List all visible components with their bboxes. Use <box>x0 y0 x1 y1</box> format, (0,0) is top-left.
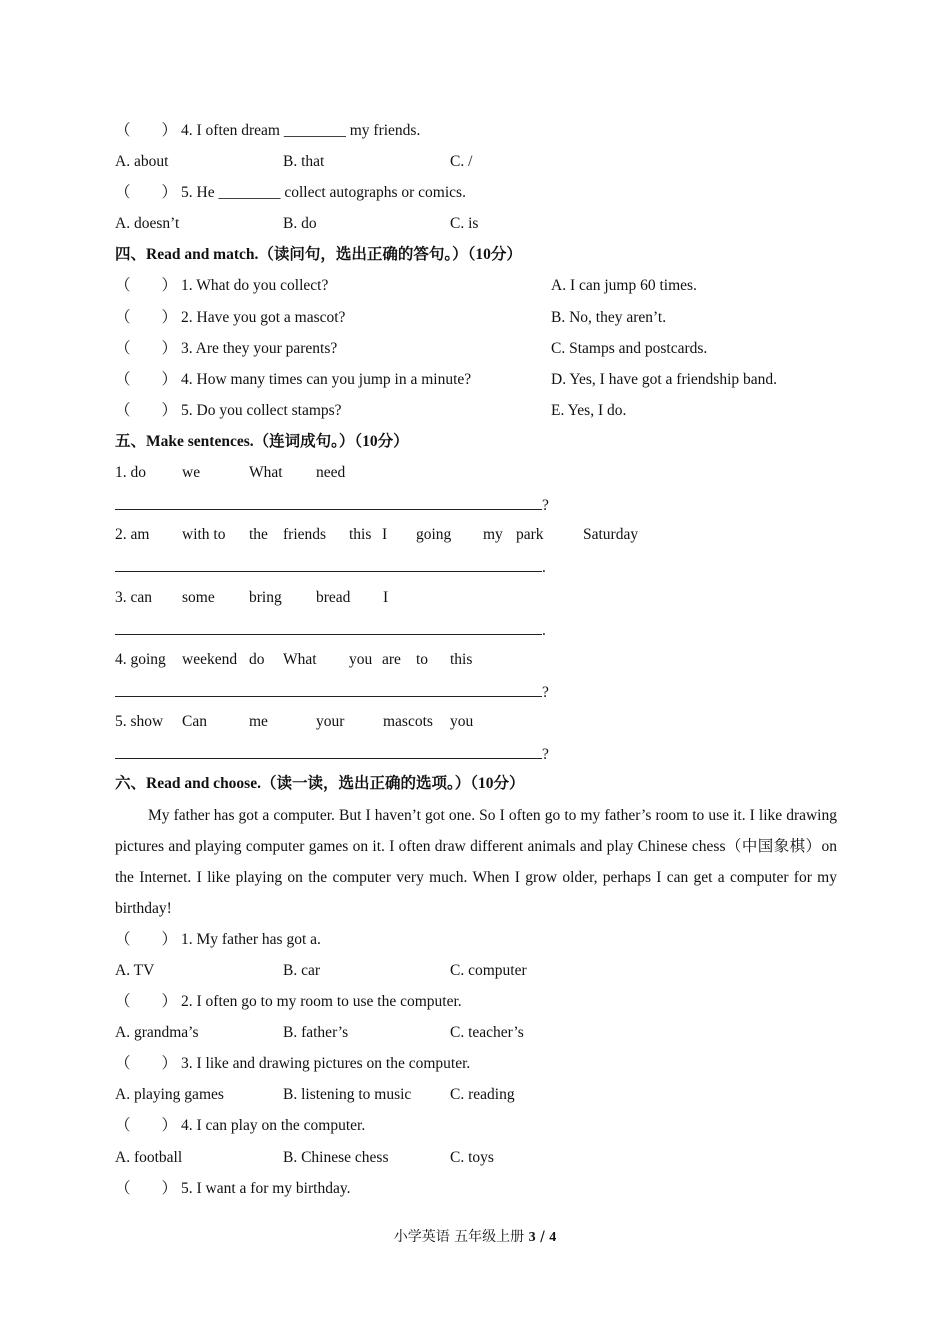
option-b: B. do <box>283 215 317 232</box>
question-row <box>115 992 462 1012</box>
word: need <box>316 464 346 481</box>
option-a: A. football <box>115 1149 183 1166</box>
word: 2. am <box>115 526 150 543</box>
word: 5. show <box>115 713 164 730</box>
match-question <box>115 276 328 296</box>
answer-paren: （ ） <box>115 184 178 201</box>
page-number: 3 <box>528 1230 536 1245</box>
word: What <box>283 651 317 668</box>
answer-line[interactable] <box>115 619 546 641</box>
question-text: 5. Do you collect stamps? <box>181 402 342 419</box>
answer-paren: （ ） <box>115 402 178 419</box>
question-row <box>115 930 321 950</box>
question-text: 3. Are they your parents? <box>181 340 338 357</box>
answer-line[interactable] <box>115 556 546 578</box>
question-text: 4. I can play on the computer. <box>181 1117 366 1134</box>
end-punct: ? <box>542 746 549 763</box>
word-list <box>115 712 815 732</box>
match-answer: C. Stamps and postcards. <box>551 340 708 357</box>
answer-paren: （ ） <box>115 1055 178 1072</box>
word: 1. do <box>115 464 146 481</box>
question-text: 5. He ________ collect autographs or comics. <box>181 184 466 201</box>
end-punct: . <box>542 622 546 639</box>
question-row <box>115 183 466 203</box>
word: me <box>249 713 268 730</box>
word: with to <box>182 526 226 543</box>
word-list <box>115 463 815 483</box>
word: to <box>416 651 429 668</box>
option-c: C. / <box>450 153 473 170</box>
question-row <box>115 1116 365 1136</box>
end-punct: . <box>542 559 546 576</box>
word: your <box>316 713 345 730</box>
question-text: 3. I like and drawing pictures on the computer. <box>181 1055 471 1072</box>
word: the <box>249 526 268 543</box>
answer-paren: （ ） <box>115 1180 178 1197</box>
question-text: 4. How many times can you jump in a minute? <box>181 371 472 388</box>
option-c: C. teacher’s <box>450 1024 524 1041</box>
answer-paren: （ ） <box>115 122 178 139</box>
answer-paren: （ ） <box>115 340 178 357</box>
match-answer: D. Yes, I have got a friendship band. <box>551 371 778 388</box>
answer-paren: （ ） <box>115 1117 178 1134</box>
answer-line[interactable] <box>115 681 549 703</box>
word: bring <box>249 589 282 606</box>
question-text: 5. I want a for my birthday. <box>181 1180 351 1197</box>
word: I <box>383 589 389 606</box>
word: going <box>416 526 452 543</box>
option-a: A. TV <box>115 962 155 979</box>
page-footer <box>0 1226 950 1246</box>
question-text: 2. I often go to my room to use the computer. <box>181 993 462 1010</box>
option-b: B. car <box>283 962 321 979</box>
page-separator: / <box>535 1229 550 1245</box>
word: Saturday <box>583 526 639 543</box>
word: park <box>516 526 544 543</box>
word: mascots <box>383 713 433 730</box>
word: 4. going <box>115 651 166 668</box>
word-list <box>115 588 815 608</box>
word: are <box>382 651 401 668</box>
match-question <box>115 370 471 390</box>
option-c: C. reading <box>450 1086 515 1103</box>
word: do <box>249 651 265 668</box>
word: you <box>450 713 474 730</box>
answer-line[interactable] <box>115 494 549 516</box>
question-text: 2. Have you got a mascot? <box>181 309 346 326</box>
word: What <box>249 464 283 481</box>
question-row <box>115 121 420 141</box>
question-text: 4. I often dream ________ my friends. <box>181 122 421 139</box>
word: 3. can <box>115 589 153 606</box>
word: Can <box>182 713 207 730</box>
answer-line[interactable] <box>115 743 549 765</box>
option-a: A. about <box>115 153 169 170</box>
footer-label: 小学英语 五年级上册 <box>393 1229 525 1245</box>
match-question <box>115 339 337 359</box>
end-punct: ? <box>542 497 549 514</box>
option-b: B. Chinese chess <box>283 1149 389 1166</box>
option-c: C. toys <box>450 1149 494 1166</box>
match-answer: B. No, they aren’t. <box>551 309 667 326</box>
option-a: A. grandma’s <box>115 1024 199 1041</box>
word: some <box>182 589 215 606</box>
answer-paren: （ ） <box>115 277 178 294</box>
word: we <box>182 464 201 481</box>
section-heading: 四、Read and match.（读问句，选出正确的答句。）（10分） <box>115 246 522 263</box>
option-a: A. doesn’t <box>115 215 180 232</box>
answer-paren: （ ） <box>115 993 178 1010</box>
question-row <box>115 1179 350 1199</box>
word: weekend <box>182 651 238 668</box>
answer-paren: （ ） <box>115 371 178 388</box>
option-b: B. father’s <box>283 1024 349 1041</box>
question-row <box>115 1054 470 1074</box>
answer-paren: （ ） <box>115 309 178 326</box>
word: you <box>349 651 373 668</box>
option-c: C. is <box>450 215 479 232</box>
match-question <box>115 401 342 421</box>
reading-passage: My father has got a computer. But I haven’t got one. So I often go to my father’s room to use it. I like drawing pictures and playing computer games on it. I often draw different animals and play Chinese chess（中国象棋）on the Internet. I like playing on the computer very much. When I grow older, perhaps I can get a computer for my birthday! <box>115 807 837 917</box>
word: bread <box>316 589 351 606</box>
option-b: B. that <box>283 153 325 170</box>
section-heading: 五、Make sentences.（连词成句。）（10分） <box>115 433 409 450</box>
option-c: C. computer <box>450 962 527 979</box>
word: this <box>349 526 372 543</box>
word: friends <box>283 526 327 543</box>
word: this <box>450 651 473 668</box>
page-total: 4 <box>549 1230 557 1245</box>
answer-paren: （ ） <box>115 931 178 948</box>
word: my <box>483 526 503 543</box>
end-punct: ? <box>542 684 549 701</box>
match-answer: A. I can jump 60 times. <box>551 277 697 294</box>
match-question <box>115 308 345 328</box>
word: I <box>382 526 388 543</box>
option-a: A. playing games <box>115 1086 224 1103</box>
section-heading: 六、Read and choose.（读一读，选出正确的选项。）（10分） <box>115 775 525 792</box>
match-answer: E. Yes, I do. <box>551 402 627 419</box>
word-list <box>115 650 815 670</box>
question-text: 1. My father has got a. <box>181 931 321 948</box>
word-list <box>115 525 815 545</box>
question-text: 1. What do you collect? <box>181 277 329 294</box>
option-b: B. listening to music <box>283 1086 412 1103</box>
